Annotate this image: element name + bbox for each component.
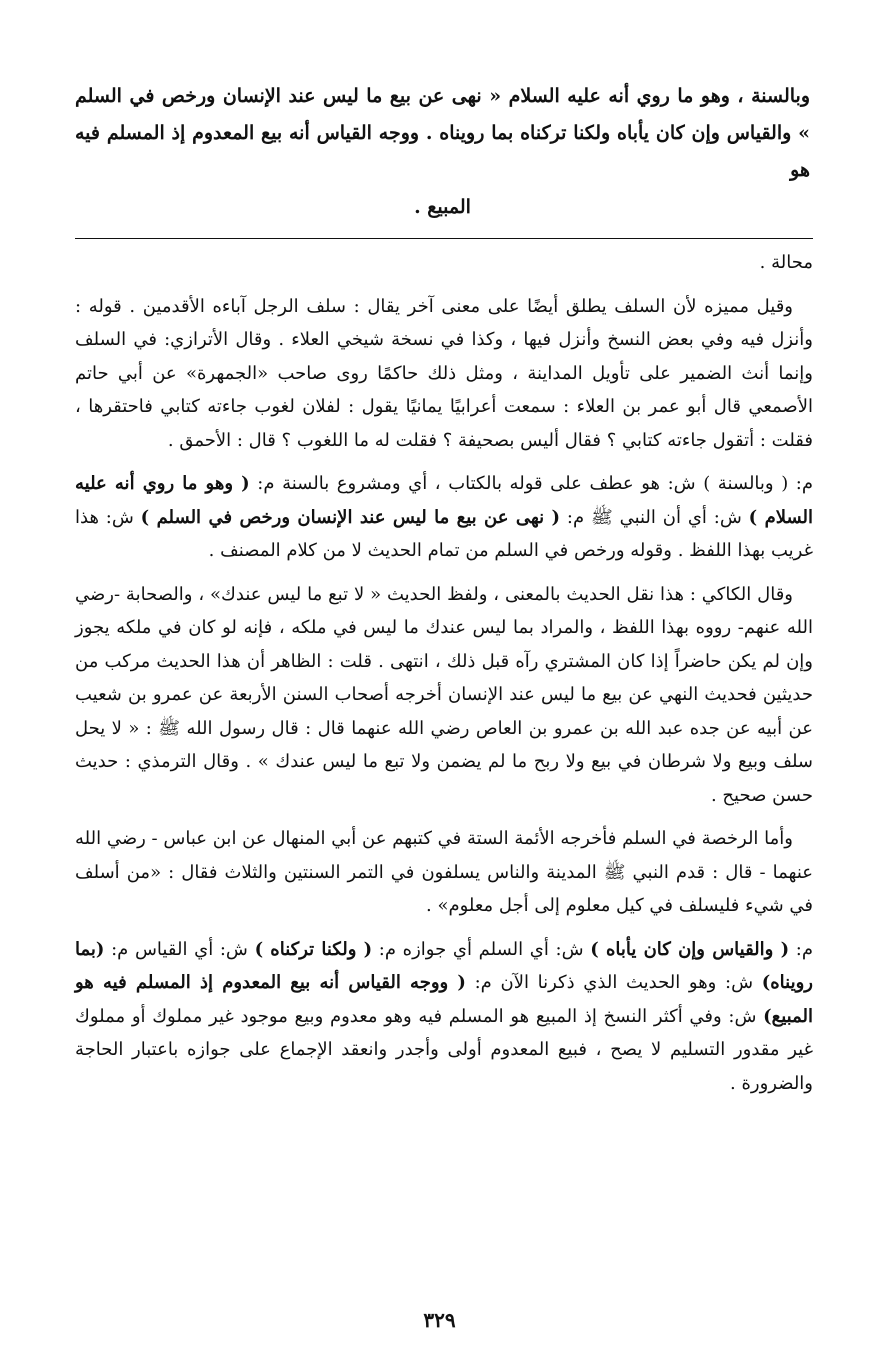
- main-text-line-2: والقياس وإن كان يأباه ولكنا تركناه بما رويناه . ووجه القياس أنه بيع المعدوم إذ المسلم فيه هو: [75, 122, 810, 181]
- main-text-line-3: المبيع .: [414, 196, 471, 218]
- p3-segment-c: ش: أي أن النبي ﷺ م:: [560, 506, 749, 528]
- p3-quote-1: ( وهو ما روي أنه عليه السلام ): [75, 473, 813, 528]
- commentary-paragraph-4: وقال الكاكي : هذا نقل الحديث بالمعنى ، ولفظ الحديث « لا تبع ما ليس عندك» ، والصحابة -رضي الله عنهم- رووه بهذا اللفظ ، والمراد بما ليس عندك ما ليس في ملكه ، فإنه لو كان في ملكه يجوز وإن لم يكن حاضراً إذا كان المشتري رآه قبل ذلك ، انتهى . قلت : الظاهر أن هذا الحديث مركب من حديثين فحديث النهي عن بيع ما ليس عند الإنسان أخرجه أصحاب السنن الأربعة عن عمرو بن شعيب عن أبيه عن جده عبد الله بن عمرو بن العاص رضي الله عنهما قال : قال رسول الله ﷺ : « لا يحل سلف وبيع ولا شرطان في بيع ولا ربح ما لم يضمن ولا تبع ما ليس عندك » . وقال الترمذي : حديث حسن صحيح .: [75, 583, 814, 806]
- p6-segment-e: ش: أي القياس م:: [104, 938, 255, 960]
- commentary-paragraph-1: محالة .: [759, 252, 813, 273]
- p6-quote-4: ( ووجه القياس أنه بيع المعدوم إذ المسلم فيه هو المبيع): [75, 972, 813, 1027]
- p6-segment-i: ش: وفي أكثر النسخ إذ المبيع هو المسلم فيه وهو معدوم وبيع موجود غير مملوك أو مملوك غير مقدور التسليم لا يصح ، فبيع المعدوم أولى وأجدر وانعقد الإجماع على جوازه باعتبار الحاجة والضرورة .: [75, 1005, 813, 1094]
- commentary-paragraph-6: [75, 933, 813, 1101]
- p6-quote-2: ( ولكنا تركناه ): [254, 938, 373, 960]
- commentary-paragraph-5: وأما الرخصة في السلم فأخرجه الأئمة الستة في كتبهم عن أبي المنهال عن ابن عباس - رضي الله عنهما - قال : قدم النبي ﷺ المدينة والناس يسلفون في التمر السنتين والثلاث فقال : «من أسلف في شيء فليسلف في كيل معلوم إلى أجل معلوم» .: [75, 828, 813, 916]
- page-number: ٣٢٩: [423, 1308, 456, 1332]
- p3-quote-2: ( نهى عن بيع ما ليس عند الإنسان ورخص في السلم ): [140, 506, 561, 528]
- p3-segment-e: ش: هذا غريب بهذا اللفظ . وقوله ورخص في السلم من تمام الحديث لا من كلام المصنف .: [75, 506, 813, 561]
- p6-quote-1: ( والقياس وإن كان يأباه ): [590, 938, 790, 960]
- commentary-paragraph-2: وقيل مميزه لأن السلف يطلق أيضًا على معنى آخر يقال : سلف الرجل آباءه الأقدمين . قوله : وأنزل فيه وفي بعض النسخ وأنزل فيها ، وكذا في نسخة شيخي العلاء . وقال الأترازي: في السلف وإنما أنث الضمير على تأويل المداينة ، ومثل ذلك حاكمًا روى صاحب «الجمهرة» عن أبي حاتم الأصمعي قال أبو عمر بن العلاء : سمعت أعرابيًا يمانيًا يقول : لفلان لغوب جاءته كتابي فاحتقرها ، فقلت : أتقول جاءته كتابي ؟ فقال أليس بصحيفة ؟ فقلت له ما اللغوب ؟ قال : الأحمق .: [75, 295, 813, 451]
- p3-segment-a: م: ( وبالسنة ) ش: هو عطف على قوله بالكتاب ، أي ومشروع بالسنة م:: [249, 473, 814, 494]
- p6-segment-c: ش: أي السلم أي جوازه م:: [372, 938, 591, 960]
- p6-segment-g: ش: وهو الحديث الذي ذكرنا الآن م:: [465, 972, 762, 993]
- commentary-paragraph-3: [75, 467, 813, 568]
- main-text-block: [75, 78, 810, 226]
- p6-quote-3: (بما رويناه): [75, 938, 813, 993]
- footnote-divider: [75, 238, 813, 239]
- main-text-line-1: وبالسنة ، وهو ما روي أنه عليه السلام « نهى عن بيع ما ليس عند الإنسان ورخص في السلم »: [75, 85, 810, 144]
- commentary-block: [75, 246, 813, 1100]
- p6-segment-a: م:: [789, 938, 813, 960]
- main-text: [75, 78, 810, 226]
